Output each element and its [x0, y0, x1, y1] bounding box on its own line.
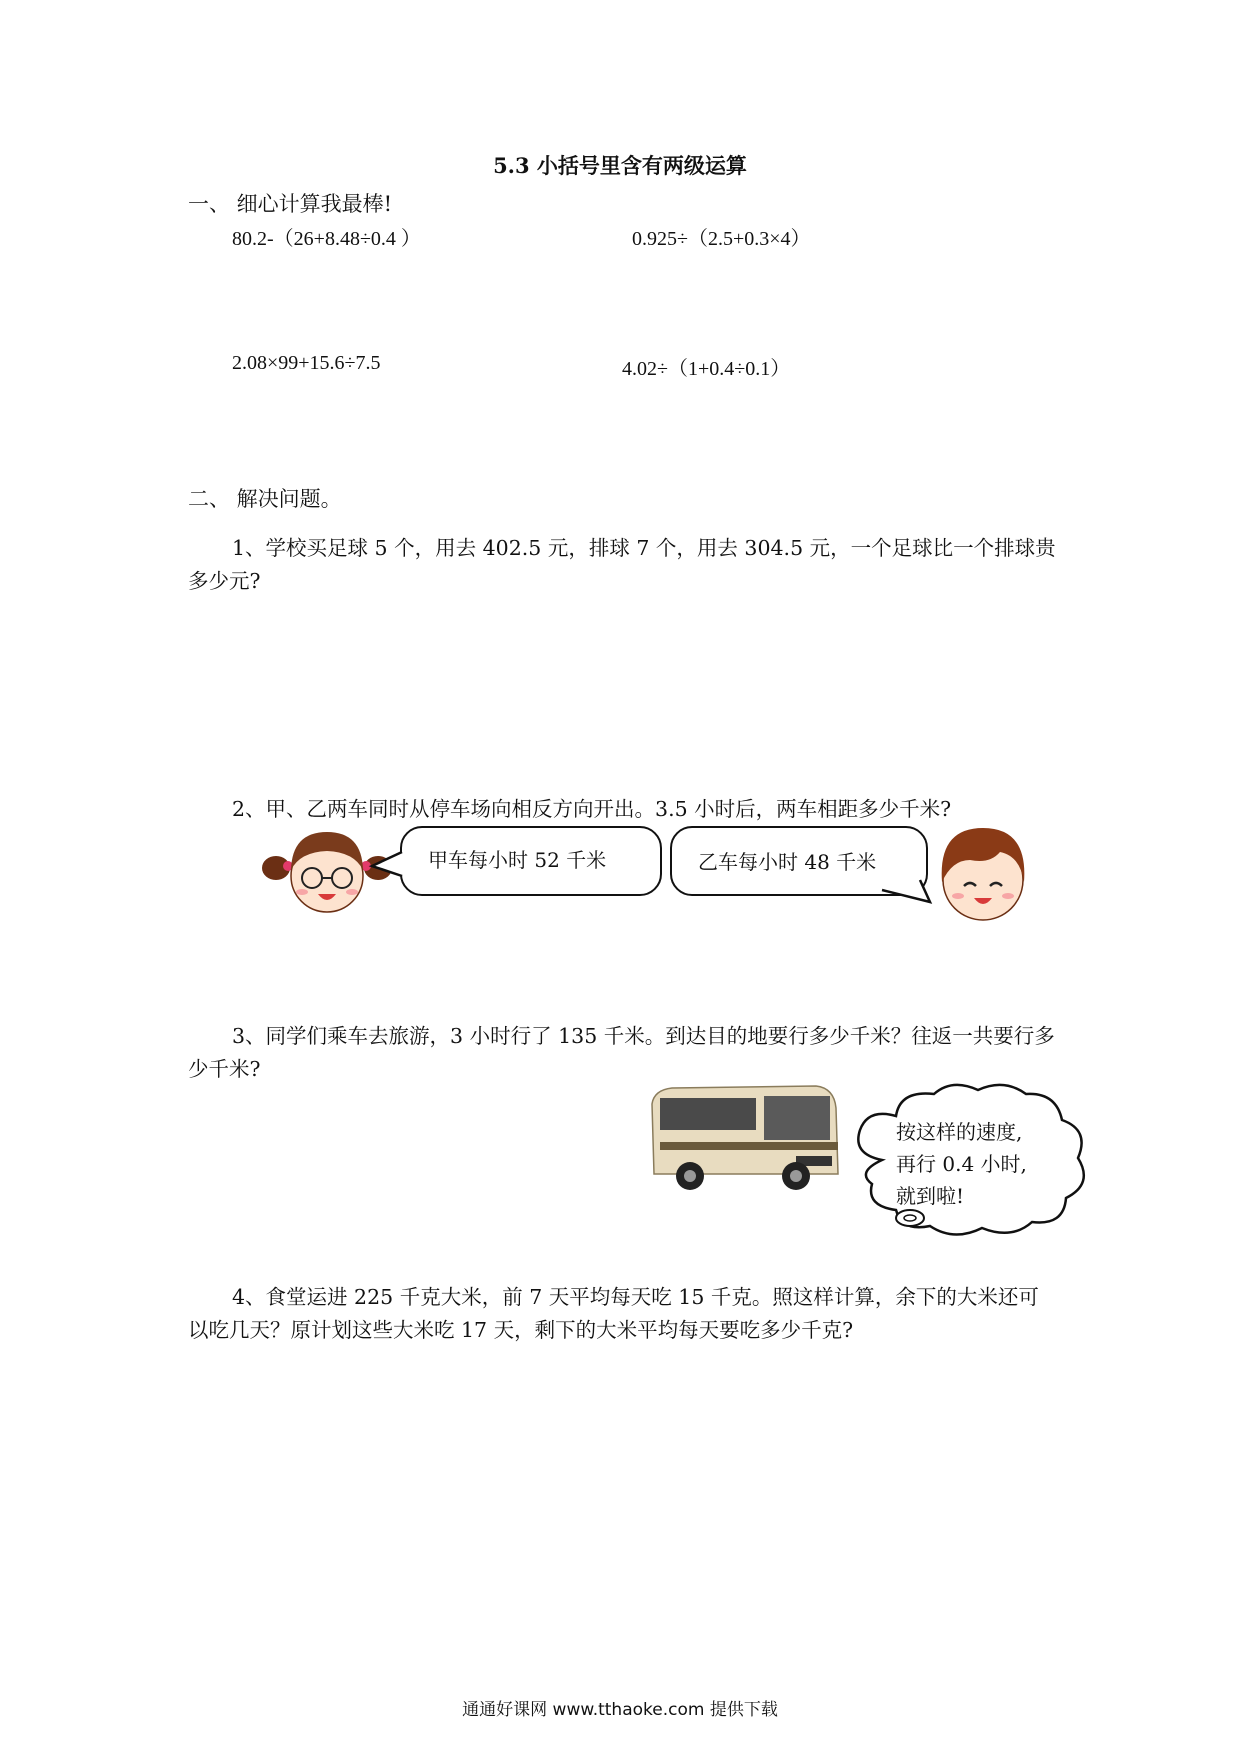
calc-problem-3: 2.08×99+15.6÷7.5 [232, 352, 381, 374]
footer-credit: 通通好课网 www.tthaoke.com 提供下载 [462, 1700, 778, 1720]
word-problem-2: 2、甲、乙两车同时从停车场向相反方向开出。3.5 小时后，两车相距多少千米? [232, 797, 952, 821]
speech-bubble-left [400, 826, 662, 896]
calc-problem-2: 0.925÷（2.5+0.3×4） [632, 228, 811, 250]
word-problem-4: 4、食堂运进 225 千克大米，前 7 天平均每天吃 15 千克。照这样计算，余下的大米还可以吃几天？原计划这些大米吃 17 天，剩下的大米平均每天要吃多少千克? [188, 1285, 1039, 1342]
section-2-heading: 二、 解决问题。 [188, 487, 342, 511]
word-problem-3: 3、同学们乘车去旅游，3 小时行了 135 千米。到达目的地要行多少千米？往返一共要行多少千米? [188, 1024, 1055, 1081]
speech-bubble-right-text: 乙车每小时 48 千米 [698, 850, 877, 874]
bus-icon [646, 1082, 842, 1198]
section-1-heading: 一、 细心计算我最棒! [188, 192, 393, 216]
boy-face-icon [930, 822, 1036, 926]
thought-cloud-line-2: 再行 0.4 小时, [896, 1152, 1027, 1176]
speech-bubble-left-tail [370, 850, 410, 880]
page-title: 5.3 小括号里含有两级运算 [493, 153, 747, 178]
word-problem-1: 1、学校买足球 5 个，用去 402.5 元，排球 7 个，用去 304.5 元，一个足球比一个排球贵多少元? [188, 536, 1056, 593]
calc-problem-1: 80.2-（26+8.48÷0.4 ） [232, 228, 421, 250]
thought-cloud-line-3: 就到啦! [896, 1184, 965, 1208]
calc-problem-4: 4.02÷（1+0.4÷0.1） [622, 358, 791, 380]
thought-cloud-line-1: 按这样的速度, [896, 1120, 1023, 1144]
speech-bubble-left-text: 甲车每小时 52 千米 [428, 848, 607, 872]
